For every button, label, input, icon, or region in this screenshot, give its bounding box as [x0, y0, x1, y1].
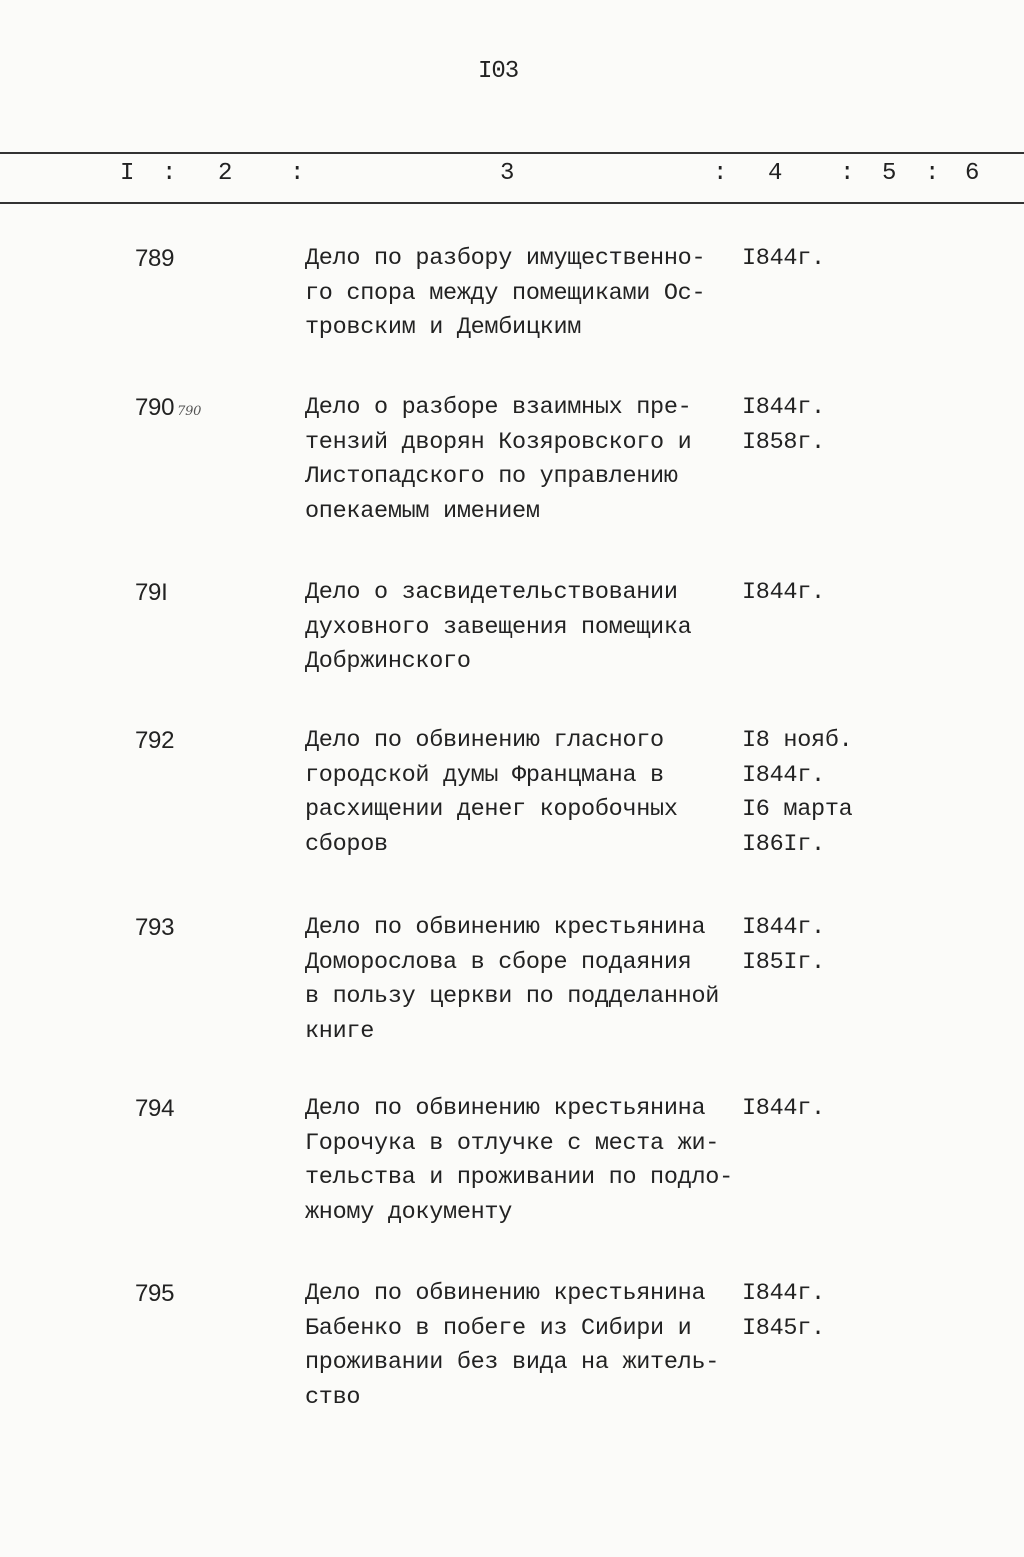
- item-number-text: 79I: [135, 579, 168, 606]
- item-number: [135, 391, 201, 430]
- date-line: I844г.: [742, 914, 825, 941]
- description-line: городской думы Францмана в: [305, 761, 664, 789]
- description-line: расхищении денег коробочных: [305, 796, 678, 823]
- item-description: [305, 1277, 719, 1415]
- item-number: [135, 576, 167, 611]
- description-line: духовного завещения помещика: [305, 613, 692, 641]
- description-line: тензий дворян Козяровского и: [305, 428, 692, 456]
- item-number-text: 790: [135, 394, 175, 421]
- column-number: 4: [768, 160, 783, 187]
- column-number: 3: [500, 160, 515, 187]
- date-line: I844г.: [742, 579, 825, 606]
- item-number: [135, 724, 174, 759]
- column-number: I: [120, 160, 135, 187]
- date-line: I8 нояб.: [742, 727, 853, 754]
- item-dates: [742, 1092, 825, 1127]
- item-number-text: 794: [135, 1095, 175, 1122]
- item-dates: [742, 576, 825, 611]
- item-description: [305, 911, 719, 1049]
- column-number: 6: [965, 160, 980, 187]
- description-line: ство: [305, 1383, 361, 1411]
- description-line: тельства и проживании по подло-: [305, 1164, 733, 1191]
- description-line: сборов: [305, 830, 388, 858]
- item-number: [135, 242, 174, 277]
- description-line: Дело по обвинению крестьянина: [305, 1280, 706, 1307]
- header-top-rule: [0, 152, 1024, 154]
- item-number-text: 793: [135, 914, 175, 941]
- item-dates: [742, 391, 825, 460]
- item-description: [305, 724, 678, 862]
- item-description: [305, 391, 691, 529]
- item-number-text: 795: [135, 1280, 175, 1307]
- description-line: Дело по разбору имущественно-: [305, 245, 706, 272]
- description-line: Доморослова в сборе подаяния: [305, 948, 692, 976]
- description-line: Дело о засвидетельствовании: [305, 579, 678, 606]
- column-separator: :: [162, 160, 177, 187]
- description-line: в пользу церкви по подделанной: [305, 983, 720, 1010]
- date-line: I6 марта: [742, 796, 853, 823]
- description-line: Добржинского: [305, 648, 471, 675]
- header-bottom-rule: [0, 202, 1024, 204]
- item-number: [135, 911, 174, 946]
- column-separator: :: [840, 160, 855, 187]
- date-line: I85Iг.: [742, 948, 825, 976]
- description-line: Горочука в отлучке с места жи-: [305, 1129, 720, 1157]
- date-line: I844г.: [742, 1095, 825, 1122]
- item-number-text: 792: [135, 727, 175, 754]
- column-number: 2: [218, 160, 233, 187]
- description-line: Дело по обвинению крестьянина: [305, 914, 706, 941]
- item-number: [135, 1092, 174, 1127]
- item-number: [135, 1277, 174, 1312]
- description-line: опекаемым имением: [305, 497, 540, 525]
- column-separator: :: [925, 160, 940, 187]
- description-line: тровским и Дембицким: [305, 314, 582, 341]
- date-line: I858г.: [742, 428, 825, 456]
- item-description: [305, 576, 691, 680]
- description-line: го спора между помещиками Ос-: [305, 279, 706, 307]
- description-line: Дело по обвинению гласного: [305, 727, 664, 754]
- item-dates: [742, 724, 852, 862]
- date-line: I86Iг.: [742, 830, 825, 858]
- description-line: Листопадского по управлению: [305, 463, 678, 490]
- column-separator: :: [713, 160, 728, 187]
- description-line: проживании без вида на житель-: [305, 1349, 720, 1376]
- item-dates: [742, 1277, 825, 1346]
- handwritten-note: 790: [177, 404, 202, 419]
- item-description: [305, 1092, 733, 1230]
- date-line: I844г.: [742, 394, 825, 421]
- item-description: [305, 242, 705, 346]
- item-dates: [742, 242, 825, 277]
- item-number-text: 789: [135, 245, 175, 272]
- description-line: Дело по обвинению крестьянина: [305, 1095, 706, 1122]
- date-line: I844г.: [742, 1280, 825, 1307]
- date-line: I844г.: [742, 761, 825, 789]
- page-number: I03: [478, 58, 519, 85]
- description-line: Бабенко в побеге из Сибири и: [305, 1314, 692, 1342]
- date-line: I845г.: [742, 1314, 825, 1342]
- description-line: Дело о разборе взаимных пре-: [305, 394, 692, 421]
- description-line: книге: [305, 1017, 375, 1045]
- column-number: 5: [882, 160, 897, 187]
- description-line: жному документу: [305, 1198, 513, 1226]
- date-line: I844г.: [742, 245, 825, 272]
- item-dates: [742, 911, 825, 980]
- column-separator: :: [290, 160, 305, 187]
